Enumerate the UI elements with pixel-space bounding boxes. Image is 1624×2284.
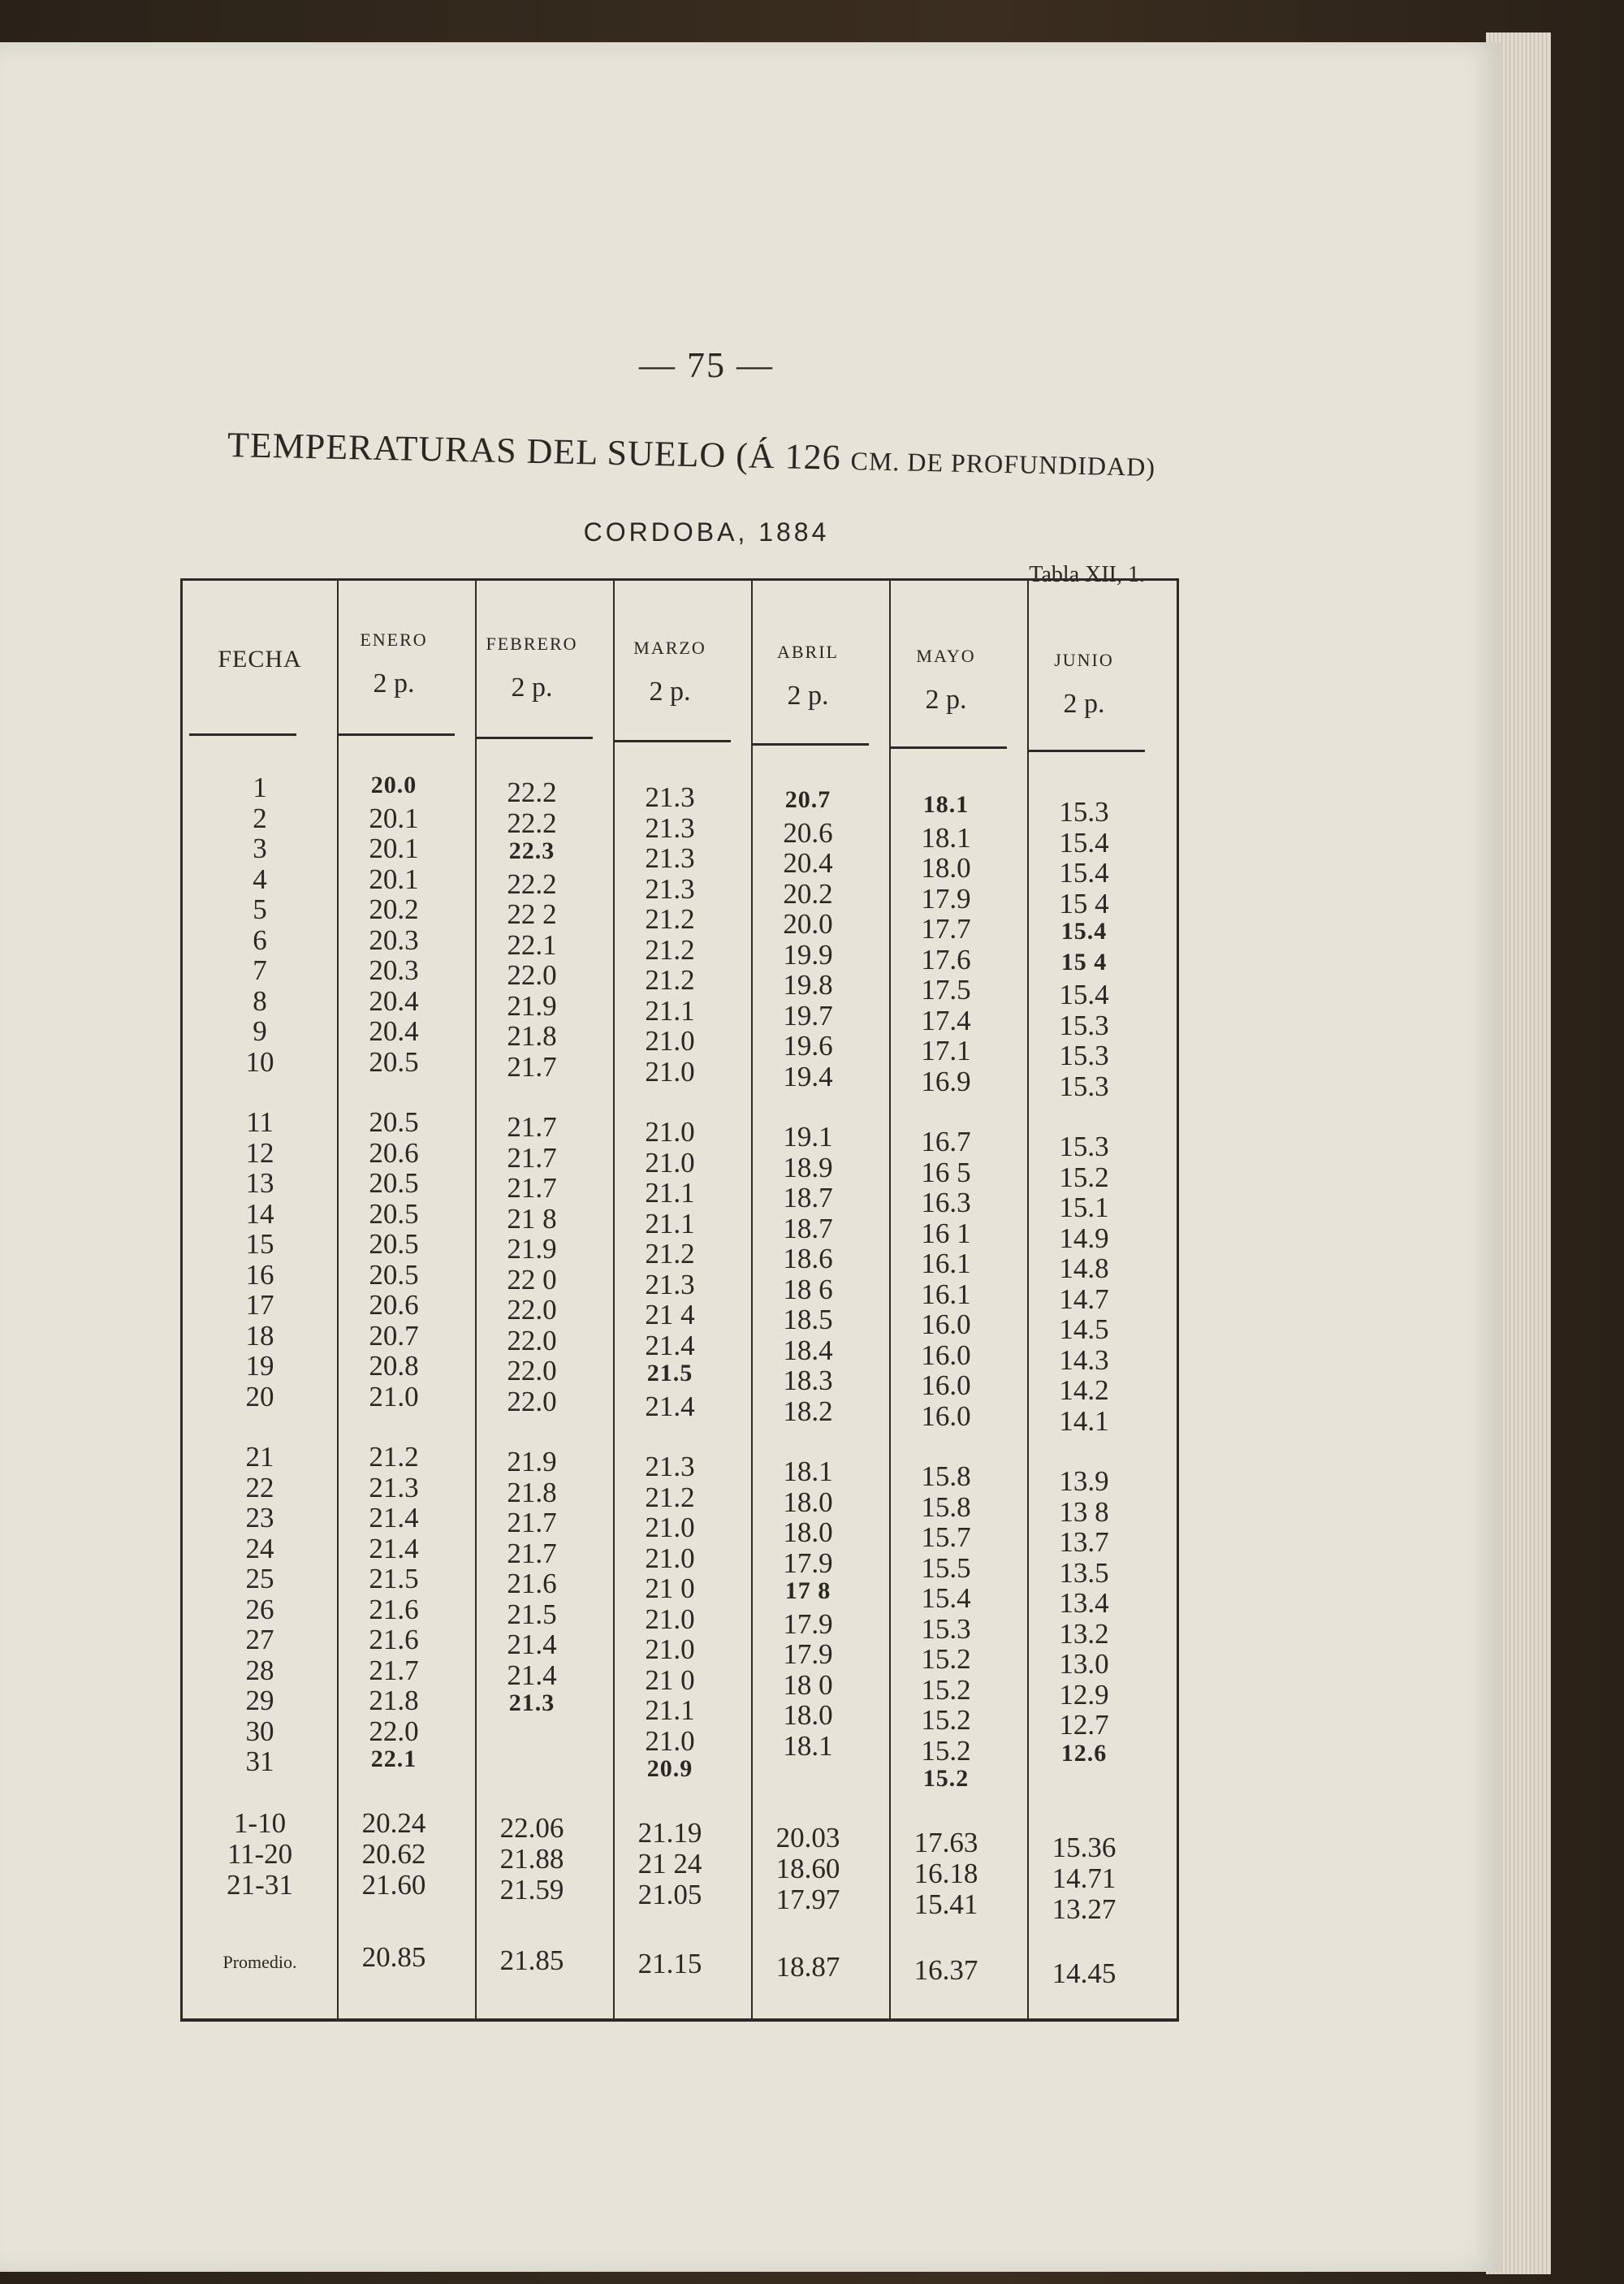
table-cell: 20.1 [369,802,419,834]
table-cell: 20.6 [369,1289,419,1321]
table-cell: 22.0 [507,1294,557,1326]
header-month-abril: ABRIL [777,642,839,662]
table-cell: 20.5 [369,1197,419,1230]
table-cell: 15.2 [922,1765,970,1792]
table-cell: 21.1 [645,1177,695,1209]
date-label: 17 [245,1289,274,1321]
table-cell: 21.7 [507,1111,557,1143]
table-cell: 18 6 [783,1273,833,1305]
date-label: 27 [245,1624,274,1655]
date-label: 15 [245,1228,274,1260]
date-label: 6 [253,924,267,956]
table-cell: 21.7 [507,1537,557,1569]
table-cell: 21.4 [369,1502,419,1533]
table-cell: 17.7 [921,913,971,945]
table-cell: 21.0 [645,1633,695,1665]
table-cell: 15.4 [1060,918,1108,945]
table-cell: 13.5 [1059,1556,1109,1589]
table-cell: 21 0 [645,1572,695,1604]
date-label: 5 [253,893,267,925]
table-cell: 17.5 [921,974,971,1006]
table-cell: 18.1 [783,1456,833,1487]
header-rule [613,740,731,742]
table-subtitle: CORDOBA, 1884 [583,517,830,547]
table-cell: 15.1 [1059,1192,1109,1223]
date-label: 7 [253,954,267,986]
table-cell: 15 4 [1060,948,1108,975]
table-title [227,424,1202,486]
table-cell: 20.5 [369,1228,419,1260]
table-cell: 16.0 [921,1399,971,1432]
table-cell: 21.2 [645,903,695,935]
table-cell: 15.7 [921,1521,971,1553]
promedio-cell: 21.85 [499,1944,564,1976]
table-cell: 20.7 [784,786,831,813]
table-cell: 16 1 [921,1217,971,1249]
table-cell: 14.7 [1059,1283,1109,1315]
header-time: 2 p. [1063,689,1105,719]
table-cell: 22.2 [507,807,557,839]
table-cell: 21.0 [645,1724,695,1757]
header-month-junio: JUNIO [1054,650,1114,670]
header-rule [889,746,1007,749]
table-cell: 20.6 [369,1136,419,1169]
header-time: 2 p. [373,668,415,699]
table-cell: 18.0 [783,1486,833,1518]
summary-cell: 14.71 [1052,1862,1116,1894]
summary-label: 1-10 [233,1807,287,1839]
table-cell: 21.3 [508,1689,555,1716]
table-cell: 21.1 [645,994,695,1027]
table-cell: 18.1 [783,1729,833,1762]
header-fecha: FECHA [218,646,302,673]
table-cell: 16.3 [921,1187,971,1218]
table-cell: 19.7 [783,999,833,1032]
table-cell: 18.6 [783,1243,833,1274]
summary-cell: 13.27 [1052,1893,1116,1925]
summary-cell: 21.59 [499,1874,564,1905]
table-cell: 15.3 [1059,1009,1109,1041]
data-table [180,578,1179,2022]
table-cell: 21.3 [645,872,695,905]
table-cell: 22.0 [507,1385,557,1417]
table-cell: 14.8 [1059,1252,1109,1284]
table-cell: 21.7 [507,1050,557,1083]
table-cell: 18.3 [783,1365,833,1396]
table-cell: 15.3 [1059,1040,1109,1071]
table-cell: 15.2 [921,1704,971,1736]
table-cell: 12.9 [1059,1678,1109,1711]
summary-cell: 20.62 [361,1838,426,1870]
promedio-label: Promedio. [222,1952,297,1972]
table-cell: 19.4 [783,1060,833,1092]
table-cell: 22.0 [369,1715,419,1747]
table-cell: 18 0 [783,1668,833,1701]
date-label: 12 [245,1136,274,1169]
date-label: 16 [245,1258,274,1291]
table-cell: 17.9 [783,1638,833,1670]
table-cell: 14.1 [1059,1404,1109,1437]
date-label: 20 [245,1380,274,1412]
title-small: CM. DE PROFUNDIDAD) [850,446,1156,482]
date-label: 11 [246,1106,274,1138]
header-month-febrero: FEBRERO [486,634,578,654]
table-cell: 20.4 [369,1015,419,1047]
table-cell: 22.2 [507,867,557,900]
table-cell: 21.4 [507,1659,557,1691]
table-cell: 12.7 [1059,1709,1109,1741]
table-cell: 20.5 [369,1045,419,1078]
table-cell: 14.3 [1059,1343,1109,1376]
table-cell: 13.4 [1059,1587,1109,1619]
table-cell: 15.4 [1059,857,1109,889]
date-label: 9 [253,1015,267,1047]
table-cell: 20.3 [369,954,419,986]
date-label: 31 [245,1745,274,1777]
table-cell: 20.9 [646,1755,693,1782]
date-label: 8 [253,984,267,1017]
table-cell: 21.0 [369,1380,419,1412]
promedio-cell: 14.45 [1052,1957,1116,1989]
table-cell: 15.2 [921,1734,971,1767]
table-cell: 21.2 [645,1238,695,1270]
date-label: 21 [245,1441,274,1473]
date-label: 18 [245,1319,274,1352]
header-rule [751,743,869,746]
table-cell: 17.6 [921,943,971,975]
table-cell: 21.2 [645,964,695,996]
table-cell: 20.0 [783,908,833,940]
table-cell: 15.3 [921,1612,971,1645]
header-rule [475,737,593,739]
table-cell: 21 0 [645,1663,695,1696]
table-cell: 21.9 [507,989,557,1022]
table-cell: 21.3 [645,781,695,813]
table-cell: 15.2 [921,1673,971,1706]
header-time: 2 p. [925,685,967,715]
summary-cell: 20.24 [361,1807,426,1839]
promedio-cell: 21.15 [637,1948,702,1979]
table-cell: 21.4 [645,1390,695,1422]
summary-cell: 22.06 [499,1812,564,1844]
table-cell: 22.0 [507,1355,557,1386]
table-cell: 16.0 [921,1369,971,1401]
table-cell: 19.8 [783,969,833,1001]
table-cell: 21.3 [645,811,695,844]
header-rule [189,733,296,736]
table-cell: 16 5 [921,1156,971,1188]
header-time: 2 p. [787,681,829,711]
table-cell: 17 8 [784,1577,831,1604]
table-cell: 20.1 [369,863,419,895]
table-cell: 21.8 [369,1685,419,1716]
table-cell: 21.6 [507,1568,557,1599]
table-cell: 20.4 [369,984,419,1017]
table-cell: 22.3 [508,837,555,864]
table-cell: 12.6 [1060,1739,1108,1767]
date-label: 19 [245,1350,274,1382]
table-cell: 21.4 [369,1532,419,1564]
table-cell: 16.1 [921,1278,971,1310]
table-cell: 13.0 [1059,1648,1109,1680]
table-cell: 21.8 [507,1020,557,1052]
table-cell: 22.0 [507,1324,557,1356]
table-cell: 21.3 [645,1268,695,1300]
table-cell: 20.0 [370,772,417,798]
table-label: Tabla XII, 1. [1029,562,1145,587]
table-cell: 16.9 [921,1065,971,1097]
table-cell: 13.9 [1059,1465,1109,1497]
summary-cell: 17.97 [775,1884,840,1915]
table-cell: 18.0 [783,1699,833,1731]
table-cell: 21.7 [507,1507,557,1538]
table-cell: 16.0 [921,1309,971,1340]
summary-cell: 21.05 [637,1879,702,1910]
table-cell: 15.3 [1059,1070,1109,1102]
table-cell: 17.4 [921,1004,971,1036]
date-label: 14 [245,1197,274,1230]
summary-label: 11-20 [227,1838,293,1870]
table-cell: 22 2 [507,898,557,930]
table-cell: 17.1 [921,1035,971,1066]
table-cell: 15.5 [921,1551,971,1584]
table-cell: 17.9 [783,1607,833,1640]
table-cell: 20.5 [369,1106,419,1138]
table-cell: 14.5 [1059,1313,1109,1345]
table-cell: 13 8 [1059,1495,1109,1528]
summary-cell: 21.88 [499,1843,564,1875]
table-cell: 15.4 [1059,826,1109,859]
table-cell: 21.0 [645,1116,695,1148]
date-label: 28 [245,1654,274,1686]
table-cell: 16.7 [921,1126,971,1157]
table-cell: 20.1 [369,833,419,864]
table-cell: 15 4 [1059,887,1109,919]
table-cell: 21.3 [645,1451,695,1482]
date-label: 13 [245,1167,274,1199]
table-cell: 21.1 [645,1207,695,1239]
summary-cell: 18.60 [775,1853,840,1884]
date-label: 1 [253,772,267,803]
summary-cell: 21.60 [361,1869,426,1901]
table-cell: 21.0 [645,1542,695,1574]
table-cell: 21.5 [646,1360,693,1386]
table-cell: 18.2 [783,1395,833,1427]
table-cell: 16.0 [921,1339,971,1371]
date-label: 3 [253,833,267,864]
header-time: 2 p. [649,677,691,707]
table-cell: 19.1 [783,1121,833,1153]
table-cell: 16.1 [921,1248,971,1279]
table-cell: 19.6 [783,1030,833,1062]
table-cell: 18.4 [783,1334,833,1366]
table-cell: 20.8 [369,1350,419,1382]
title-main: TEMPERATURAS DEL SUELO (Á 126 [227,425,842,478]
table-cell: 19.9 [783,938,833,971]
table-cell: 21.3 [369,1471,419,1503]
table-cell: 17.9 [783,1546,833,1579]
date-label: 23 [245,1502,274,1533]
table-cell: 15.8 [921,1460,971,1492]
table-cell: 18.9 [783,1151,833,1183]
table-cell: 18.0 [921,852,971,884]
table-cell: 21.0 [645,1055,695,1088]
promedio-cell: 16.37 [914,1954,978,1986]
table-cell: 20.2 [783,877,833,910]
table-cell: 21.5 [369,1563,419,1594]
table-cell: 13.7 [1059,1526,1109,1558]
table-cell: 22 0 [507,1263,557,1296]
header-rule [1027,750,1145,752]
header-month-mayo: MAYO [916,646,976,666]
table-cell: 14.9 [1059,1222,1109,1254]
table-cell: 18.7 [783,1182,833,1213]
table-cell: 14.2 [1059,1374,1109,1406]
table-cell: 21.7 [507,1141,557,1174]
table-cell: 21.4 [507,1629,557,1660]
table-cell: 21.7 [507,1172,557,1204]
header-month-enero: ENERO [360,629,428,650]
table-cell: 20.5 [369,1258,419,1291]
date-label: 29 [245,1685,274,1716]
table-cell: 22.1 [507,928,557,961]
summary-cell: 17.63 [914,1827,978,1858]
table-cell: 15.8 [921,1490,971,1523]
date-label: 4 [253,863,267,895]
table-cell: 18.1 [921,821,971,854]
table-cell: 21.2 [369,1441,419,1473]
summary-cell: 15.36 [1052,1832,1116,1863]
book-page [0,42,1501,2272]
table-cell: 18.7 [783,1212,833,1244]
table-cell: 20.5 [369,1167,419,1199]
table-cell: 20.6 [783,816,833,849]
table-cell: 21.4 [645,1329,695,1361]
table-cell: 22.0 [507,959,557,991]
table-cell: 18.0 [783,1516,833,1548]
table-cell: 20.4 [783,847,833,879]
table-cell: 21.0 [645,1512,695,1543]
summary-label: 21-31 [227,1869,293,1901]
table-cell: 21.1 [645,1694,695,1726]
table-cell: 21.0 [645,1146,695,1179]
header-time: 2 p. [511,673,553,703]
table-cell: 15.3 [1059,1131,1109,1162]
date-label: 2 [253,802,267,834]
table-cell: 15.3 [1059,796,1109,828]
table-cell: 21.7 [369,1654,419,1686]
table-cell: 21 4 [645,1299,695,1330]
table-cell: 21.6 [369,1593,419,1625]
table-cell: 15.2 [921,1643,971,1675]
table-cell: 22.1 [370,1745,417,1772]
table-cell: 22.2 [507,776,557,808]
promedio-cell: 20.85 [361,1941,426,1973]
summary-cell: 21.19 [637,1817,702,1849]
table-cell: 13.2 [1059,1617,1109,1650]
summary-cell: 16.18 [914,1858,978,1889]
table-cell: 21.0 [645,1025,695,1057]
date-label: 30 [245,1715,274,1747]
table-cell: 15.2 [1059,1161,1109,1193]
table-cell: 21.0 [645,1603,695,1635]
summary-cell: 15.41 [914,1888,978,1920]
table-cell: 18.1 [922,791,970,818]
table-cell: 21.2 [645,1481,695,1513]
date-label: 24 [245,1532,274,1564]
table-cell: 17.9 [921,882,971,915]
summary-cell: 20.03 [775,1822,840,1854]
table-cell: 21.9 [507,1233,557,1265]
header-month-marzo: MARZO [633,638,706,658]
table-cell: 21 8 [507,1202,557,1235]
table-cell: 21.2 [645,933,695,966]
table-cell: 21.9 [507,1446,557,1477]
table-cell: 21.3 [645,842,695,874]
table-cell: 15.4 [921,1582,971,1614]
table-cell: 15.4 [1059,979,1109,1010]
table-cell: 21.6 [369,1624,419,1655]
summary-cell: 21 24 [637,1848,702,1880]
table-cell: 20.7 [369,1319,419,1352]
date-label: 22 [245,1471,274,1503]
table-cell: 21.5 [507,1598,557,1630]
promedio-cell: 18.87 [775,1951,840,1983]
header-rule [337,733,455,736]
table-cell: 18.5 [783,1304,833,1335]
date-label: 25 [245,1563,274,1594]
table-cell: 21.8 [507,1476,557,1508]
page-number: — 75 — [639,345,774,385]
date-label: 26 [245,1593,274,1625]
date-label: 10 [245,1045,274,1078]
table-cell: 20.3 [369,924,419,956]
table-cell: 20.2 [369,893,419,925]
